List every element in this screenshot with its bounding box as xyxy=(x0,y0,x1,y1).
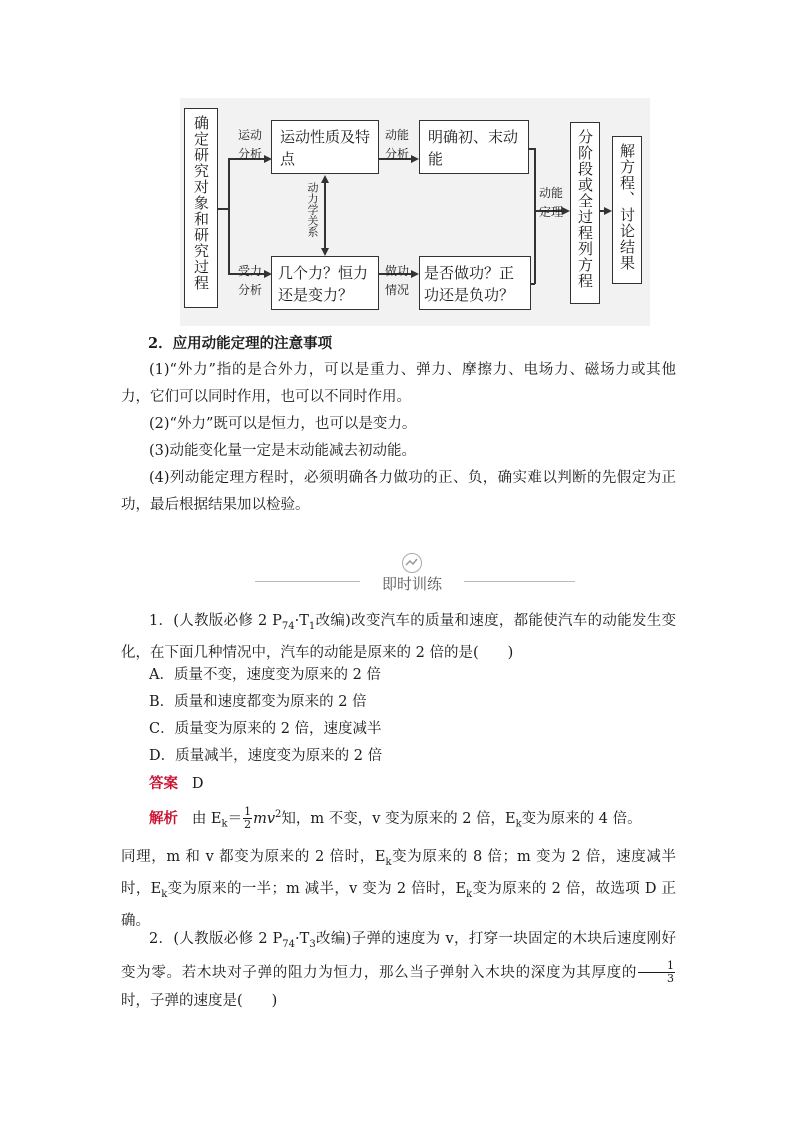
question-1-analysis: 解析 由 $E_k=$ $\frac{1}{2}$ $mv^2$知，m 不变，v 变为原来的 2 倍，$E_k$变为原来的 4 倍。 xyxy=(149,805,642,832)
question-1-answer: 答案 D xyxy=(149,775,204,792)
box-research-object: 确定研究对象和研究过程 xyxy=(184,108,218,308)
question-2-stem: 2．(人教版必修 2 $P_{74}\cdot T_3$改编)子弹的速度为 v，打穿一块固定的木块后速度刚好变为零。若木块对子弹的阻力为恒力，那么当子弹射入木块的深度为其厚度的 $\frac{1}{3}$ 时，子弹的速度是( ) xyxy=(121,931,676,1009)
label-ke-theorem: 动能 定理 xyxy=(538,186,563,219)
label-ke-analysis: 动能 分析 xyxy=(384,128,409,161)
question-1-option-a: A．质量不变，速度变为原来的 2 倍 xyxy=(149,667,381,683)
box-motion-nature: 运动性质及特点 xyxy=(271,120,379,174)
label-work-situation: 做功 情况 xyxy=(384,264,409,297)
section-emblem-icon xyxy=(402,553,422,573)
question-1-option-c: C．质量变为原来的 2 倍，速度减半 xyxy=(149,721,382,737)
question-1-analysis-cont: 同理，m 和 v 都变为原来的 2 倍时，$E_k$变为原来的 8 倍；m 变为 2 倍，速度减半时，$E_k$变为原来的一半；m 减半，v 变为 2 倍时，$E_k$变为原来的 2 倍，故选项 D 正确。 xyxy=(121,849,676,929)
flow-diagram xyxy=(180,98,650,326)
section-title: 即时训练 xyxy=(360,573,464,595)
label-motion-analysis: 运动 分析 xyxy=(237,128,262,161)
arrow xyxy=(321,175,329,183)
note-item-2: (2)“外力”既可以是恒力，也可以是变力。 xyxy=(149,416,417,432)
arrow xyxy=(321,248,329,256)
box-work: 是否做功？正功还是负功？ xyxy=(419,256,531,310)
connector xyxy=(218,208,228,210)
connector xyxy=(228,158,230,274)
box-force: 几个力？恒力还是变力？ xyxy=(271,256,379,310)
note-item-1: (1)“外力”指的是合外力，可以是重力、弹力、摩擦力、电场力、磁场力或其他力，它们可以同时作用，也可以不同时作用。 xyxy=(121,362,676,405)
note-item-4: (4)列动能定理方程时，必须明确各力做功的正、负，确实难以判断的先假定为正功，最后根据结果加以检验。 xyxy=(121,470,676,513)
question-1-option-b: B．质量和速度都变为原来的 2 倍 xyxy=(149,694,367,710)
label-dynamics: 动力学关系 xyxy=(306,182,318,248)
label-force-analysis: 受力 分析 xyxy=(237,264,262,297)
question-1-stem: 1．(人教版必修 2 $P_{74}\cdot T_1$改编)改变汽车的质量和速度，都能使汽车的动能发生变化，在下面几种情况中，汽车的动能是原来的 2 倍的是( ) xyxy=(121,613,676,661)
box-solve-equation: 解方程、讨论结果 xyxy=(612,136,642,284)
connector xyxy=(324,182,326,248)
arrow xyxy=(604,207,612,215)
box-kinetic-energy: 明确初、末动能 xyxy=(419,120,529,174)
question-1-option-d: D．质量减半，速度变为原来的 2 倍 xyxy=(149,748,383,764)
note-item-3: (3)动能变化量一定是末动能减去初动能。 xyxy=(149,443,417,459)
box-equation-stage: 分阶段或全过程列方程 xyxy=(570,122,600,304)
notes-heading: 2．应用动能定理的注意事项 xyxy=(148,335,333,352)
